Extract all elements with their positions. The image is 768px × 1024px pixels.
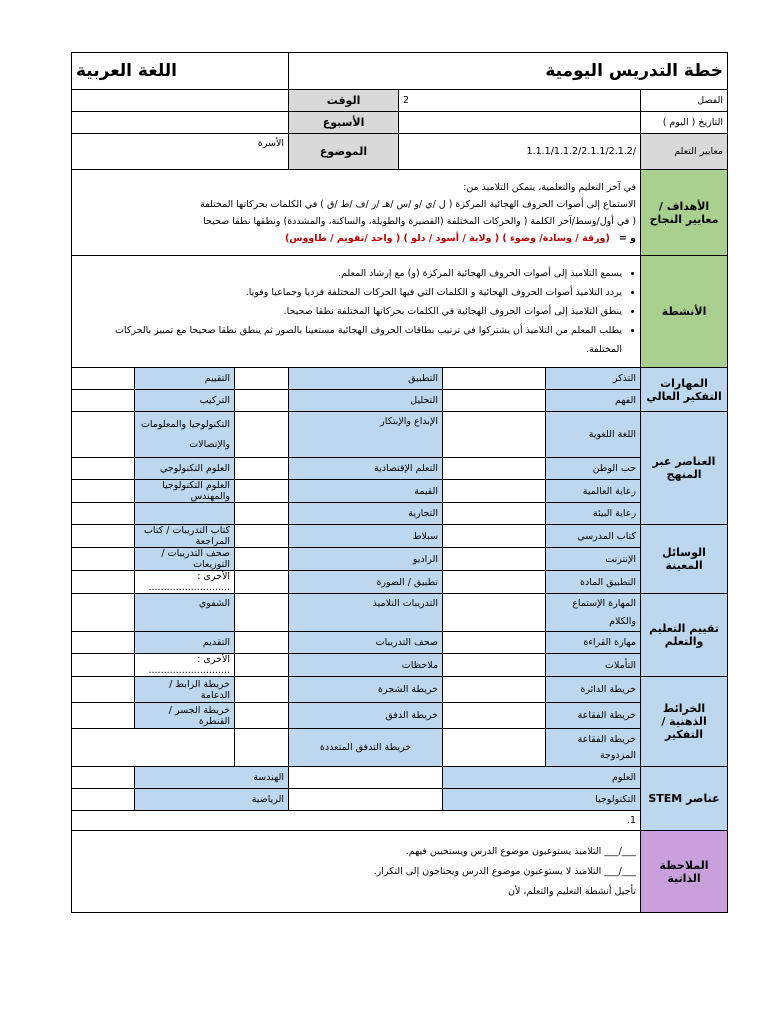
assessment-checkbox[interactable] xyxy=(443,632,546,654)
maps-item: خريطة الفقاعة المزدوجة xyxy=(546,729,641,767)
standards-label: معايير التعلم xyxy=(641,134,728,170)
aids-checkbox[interactable] xyxy=(443,548,546,571)
maps-item: خريطة الفقاعة xyxy=(546,703,641,729)
reflection-line-1: ___/___ التلاميذ يستوعبون موضوع الدرس ويستحيين فيهم. xyxy=(405,845,637,857)
objectives-line-1: في آخر التعليم والتعلمية، يتمكن التلاميذ من: xyxy=(463,181,637,193)
objectives-content[interactable] xyxy=(72,170,641,256)
objectives-examples: (ورقة / وسادة/ وضوء ) ( ولاية / أسود / دلو ) ( واحد /تقويم / طاووس) xyxy=(285,232,610,244)
objectives-label: الأهداف / معايير النجاح xyxy=(641,170,728,256)
stem-item: التكنولوجيا xyxy=(443,789,641,811)
assessment-checkbox[interactable] xyxy=(72,594,135,632)
aids-checkbox[interactable] xyxy=(235,525,289,548)
week-label: الأسبوع xyxy=(289,112,399,134)
assessment-item: مهارة القراءة xyxy=(546,632,641,654)
standards-value[interactable]: 1.1.1/1.1.2/2.1.1/2.1.2/ xyxy=(399,134,641,170)
activities-label: الأنشطة xyxy=(641,256,728,368)
hots-checkbox[interactable] xyxy=(443,368,546,390)
cross-checkbox[interactable] xyxy=(443,412,546,458)
lesson-plan xyxy=(71,52,727,913)
assessment-item: ملاحظات xyxy=(289,654,443,677)
activity-item: • يطلب المعلم من التلاميذ أن يشتركوا في ترتيب بطاقات الحروف الهجائية مستعينا بالصور ثم ينطق نطقا صحيحا مع تمييز بالحركات المختلفة. xyxy=(76,321,622,359)
lesson-plan-table xyxy=(71,52,728,913)
maps-item: خريطة الرابط / الدعامة xyxy=(135,677,235,703)
cross-checkbox[interactable] xyxy=(72,480,135,503)
maps-checkbox[interactable] xyxy=(72,703,135,729)
assessment-other-field[interactable]: الأخرى : ........................... xyxy=(135,654,235,677)
time-value[interactable] xyxy=(72,90,289,112)
cross-item: القيمة xyxy=(289,480,443,503)
stem-item: العلوم xyxy=(443,767,641,789)
aids-item: كتاب التدريبات / كتاب المراجعة xyxy=(135,525,235,548)
cross-item: رعاية العالمية xyxy=(546,480,641,503)
aids-checkbox[interactable] xyxy=(235,571,289,594)
maps-checkbox[interactable] xyxy=(443,703,546,729)
aids-checkbox[interactable] xyxy=(72,525,135,548)
aids-other-field[interactable]: الأخرى : ........................... xyxy=(135,571,235,594)
maps-item: خريطة التدفق المتعددة xyxy=(289,729,443,767)
activity-item: • يردد التلاميذ أصوات الحروف الهجائية و الكلمات التي فيها الحركات المختلفة فرديا وجماعيا وفويا. xyxy=(76,283,622,302)
cross-checkbox[interactable] xyxy=(72,503,135,525)
activities-list xyxy=(76,264,636,359)
assessment-checkbox[interactable] xyxy=(443,594,546,632)
cross-item xyxy=(135,503,235,525)
hots-checkbox[interactable] xyxy=(235,368,289,390)
hots-item: التركيب xyxy=(135,390,235,412)
class-label: الفصل xyxy=(641,90,728,112)
hots-checkbox[interactable] xyxy=(235,390,289,412)
cross-item: الإبداع والإبتكار xyxy=(289,412,443,458)
objectives-line-3: ( في أول/وسط/آخر الكلمة ( والحركات المختلفة (القصيرة والطويلة، والساكنة، والمشددة) ونطقها نطقا صحيحا xyxy=(203,215,637,227)
cross-item: حب الوطن xyxy=(546,458,641,480)
objectives-line-4 xyxy=(76,230,636,247)
assessment-item: التقديم xyxy=(135,632,235,654)
aids-checkbox[interactable] xyxy=(235,548,289,571)
assessment-checkbox[interactable] xyxy=(72,632,135,654)
hots-item: التطبيق xyxy=(289,368,443,390)
hots-label: المهارات التفكير العالي xyxy=(641,368,728,412)
cross-checkbox[interactable] xyxy=(443,480,546,503)
aids-item: كتاب المدرسي xyxy=(546,525,641,548)
cross-checkbox[interactable] xyxy=(443,503,546,525)
maps-item: خريطة الدائرة xyxy=(546,677,641,703)
assessment-item: الشفوي xyxy=(135,594,235,632)
cross-item: التكنولوجيا والمعلومات والإتصالات xyxy=(135,412,235,458)
aids-item: الراديو xyxy=(289,548,443,571)
objectives-letter: و = xyxy=(618,232,637,244)
hots-item: التحليل xyxy=(289,390,443,412)
aids-item: سبلاط xyxy=(289,525,443,548)
assessment-item: صحف التدريبات xyxy=(289,632,443,654)
assessment-label: تقييم التعليم والتعلم xyxy=(641,594,728,677)
cross-checkbox[interactable] xyxy=(235,503,289,525)
cross-item: العلوم التكنولوجيا والمهندس xyxy=(135,480,235,503)
stem-checkbox[interactable] xyxy=(289,767,443,789)
activities-content[interactable] xyxy=(72,256,641,368)
reflection-content[interactable] xyxy=(72,831,641,913)
maps-checkbox[interactable] xyxy=(235,703,289,729)
cross-label: العناصر عبر المنهج xyxy=(641,412,728,525)
maps-checkbox[interactable] xyxy=(72,677,135,703)
stem-checkbox[interactable] xyxy=(289,789,443,811)
maps-empty-cell xyxy=(72,729,235,767)
subject-title: اللغة العربية xyxy=(72,53,289,90)
cross-checkbox[interactable] xyxy=(443,458,546,480)
cross-item: العلوم التكنولوجي xyxy=(135,458,235,480)
cross-item: اللغة اللغوية xyxy=(546,412,641,458)
date-value[interactable] xyxy=(399,112,641,134)
maps-item: خريطة الجسر / القنطرة xyxy=(135,703,235,729)
reflection-line-3: تأجيل أنشطة التعليم والتعلم، لأن xyxy=(508,885,637,897)
page-title: خطة التدريس اليومية xyxy=(289,53,728,90)
aids-checkbox[interactable] xyxy=(72,571,135,594)
assessment-item: التأملات xyxy=(546,654,641,677)
reflection-line-2: ___/___ التلاميذ لا يستوعبون موضوع الدرس ويحتاجون إلى التكرار. xyxy=(373,865,637,877)
stem-checkbox[interactable] xyxy=(72,767,135,789)
hots-item: الفهم xyxy=(546,390,641,412)
maps-checkbox[interactable] xyxy=(443,729,546,767)
stem-note[interactable]: 1. xyxy=(72,811,641,831)
maps-checkbox[interactable] xyxy=(443,677,546,703)
aids-item: صحف التدريبات / التوزيعات xyxy=(135,548,235,571)
assessment-checkbox[interactable] xyxy=(235,654,289,677)
hots-item: التقييم xyxy=(135,368,235,390)
activity-item: • يسمع التلاميذ إلى أصوات الحروف الهجائية المركزة (و) مع إرشاد المعلم. xyxy=(76,264,622,283)
hots-checkbox[interactable] xyxy=(443,390,546,412)
date-label: التاريخ ( اليوم ) xyxy=(641,112,728,134)
maps-label: الخرائط الذهنية / التفكير xyxy=(641,677,728,767)
assessment-checkbox[interactable] xyxy=(443,654,546,677)
aids-label: الوسائل المعينة xyxy=(641,525,728,594)
class-value[interactable]: 2 xyxy=(399,90,641,112)
stem-label: عناصر STEM xyxy=(641,767,728,831)
maps-checkbox[interactable] xyxy=(235,677,289,703)
cross-item: التعلم الإقتصادية xyxy=(289,458,443,480)
assessment-checkbox[interactable] xyxy=(235,594,289,632)
hots-checkbox[interactable] xyxy=(72,368,135,390)
aids-checkbox[interactable] xyxy=(72,548,135,571)
reflection-label: الملاحظة الذاتية xyxy=(641,831,728,913)
cross-checkbox[interactable] xyxy=(72,412,135,458)
cross-item: التجارية xyxy=(289,503,443,525)
aids-checkbox[interactable] xyxy=(443,525,546,548)
week-value[interactable] xyxy=(72,112,289,134)
cross-checkbox[interactable] xyxy=(235,458,289,480)
aids-checkbox[interactable] xyxy=(443,571,546,594)
aids-item: الإنترنت xyxy=(546,548,641,571)
topic-value[interactable]: الأسرة xyxy=(72,134,289,170)
cross-checkbox[interactable] xyxy=(235,480,289,503)
hots-checkbox[interactable] xyxy=(72,390,135,412)
assessment-checkbox[interactable] xyxy=(72,654,135,677)
stem-item: الهندسة xyxy=(135,767,289,789)
cross-item: رعاية البيئة xyxy=(546,503,641,525)
time-label: الوقت xyxy=(289,90,399,112)
stem-item: الرياضية xyxy=(135,789,289,811)
aids-item: التطبيق المادة xyxy=(546,571,641,594)
aids-item: تطبيق / الصورة xyxy=(289,571,443,594)
maps-item: خريطة الشجرة xyxy=(289,677,443,703)
topic-label: الموضوع xyxy=(289,134,399,170)
cross-checkbox[interactable] xyxy=(235,412,289,458)
assessment-item: التدريبات التلاميذ xyxy=(289,594,443,632)
stem-checkbox[interactable] xyxy=(72,789,135,811)
activity-item: • ينطق التلاميذ إلى أصوات الحروف الهجائية في الكلمات بحركاتها المختلفة نطقا صحيحا. xyxy=(76,302,622,321)
maps-checkbox[interactable] xyxy=(235,729,289,767)
hots-item: التذكر xyxy=(546,368,641,390)
cross-checkbox[interactable] xyxy=(72,458,135,480)
maps-item: خريطة الدفق xyxy=(289,703,443,729)
assessment-item: المهارة الإستماع والكلام xyxy=(546,594,641,632)
objectives-line-2: الاستماع إلى أصوات الحروف الهجائية المركزة ( ل /ي /و /س /هـ /ر /ف /ط /ق ) في الكلمات بحركاتها المختلفة xyxy=(200,198,637,210)
assessment-checkbox[interactable] xyxy=(235,632,289,654)
